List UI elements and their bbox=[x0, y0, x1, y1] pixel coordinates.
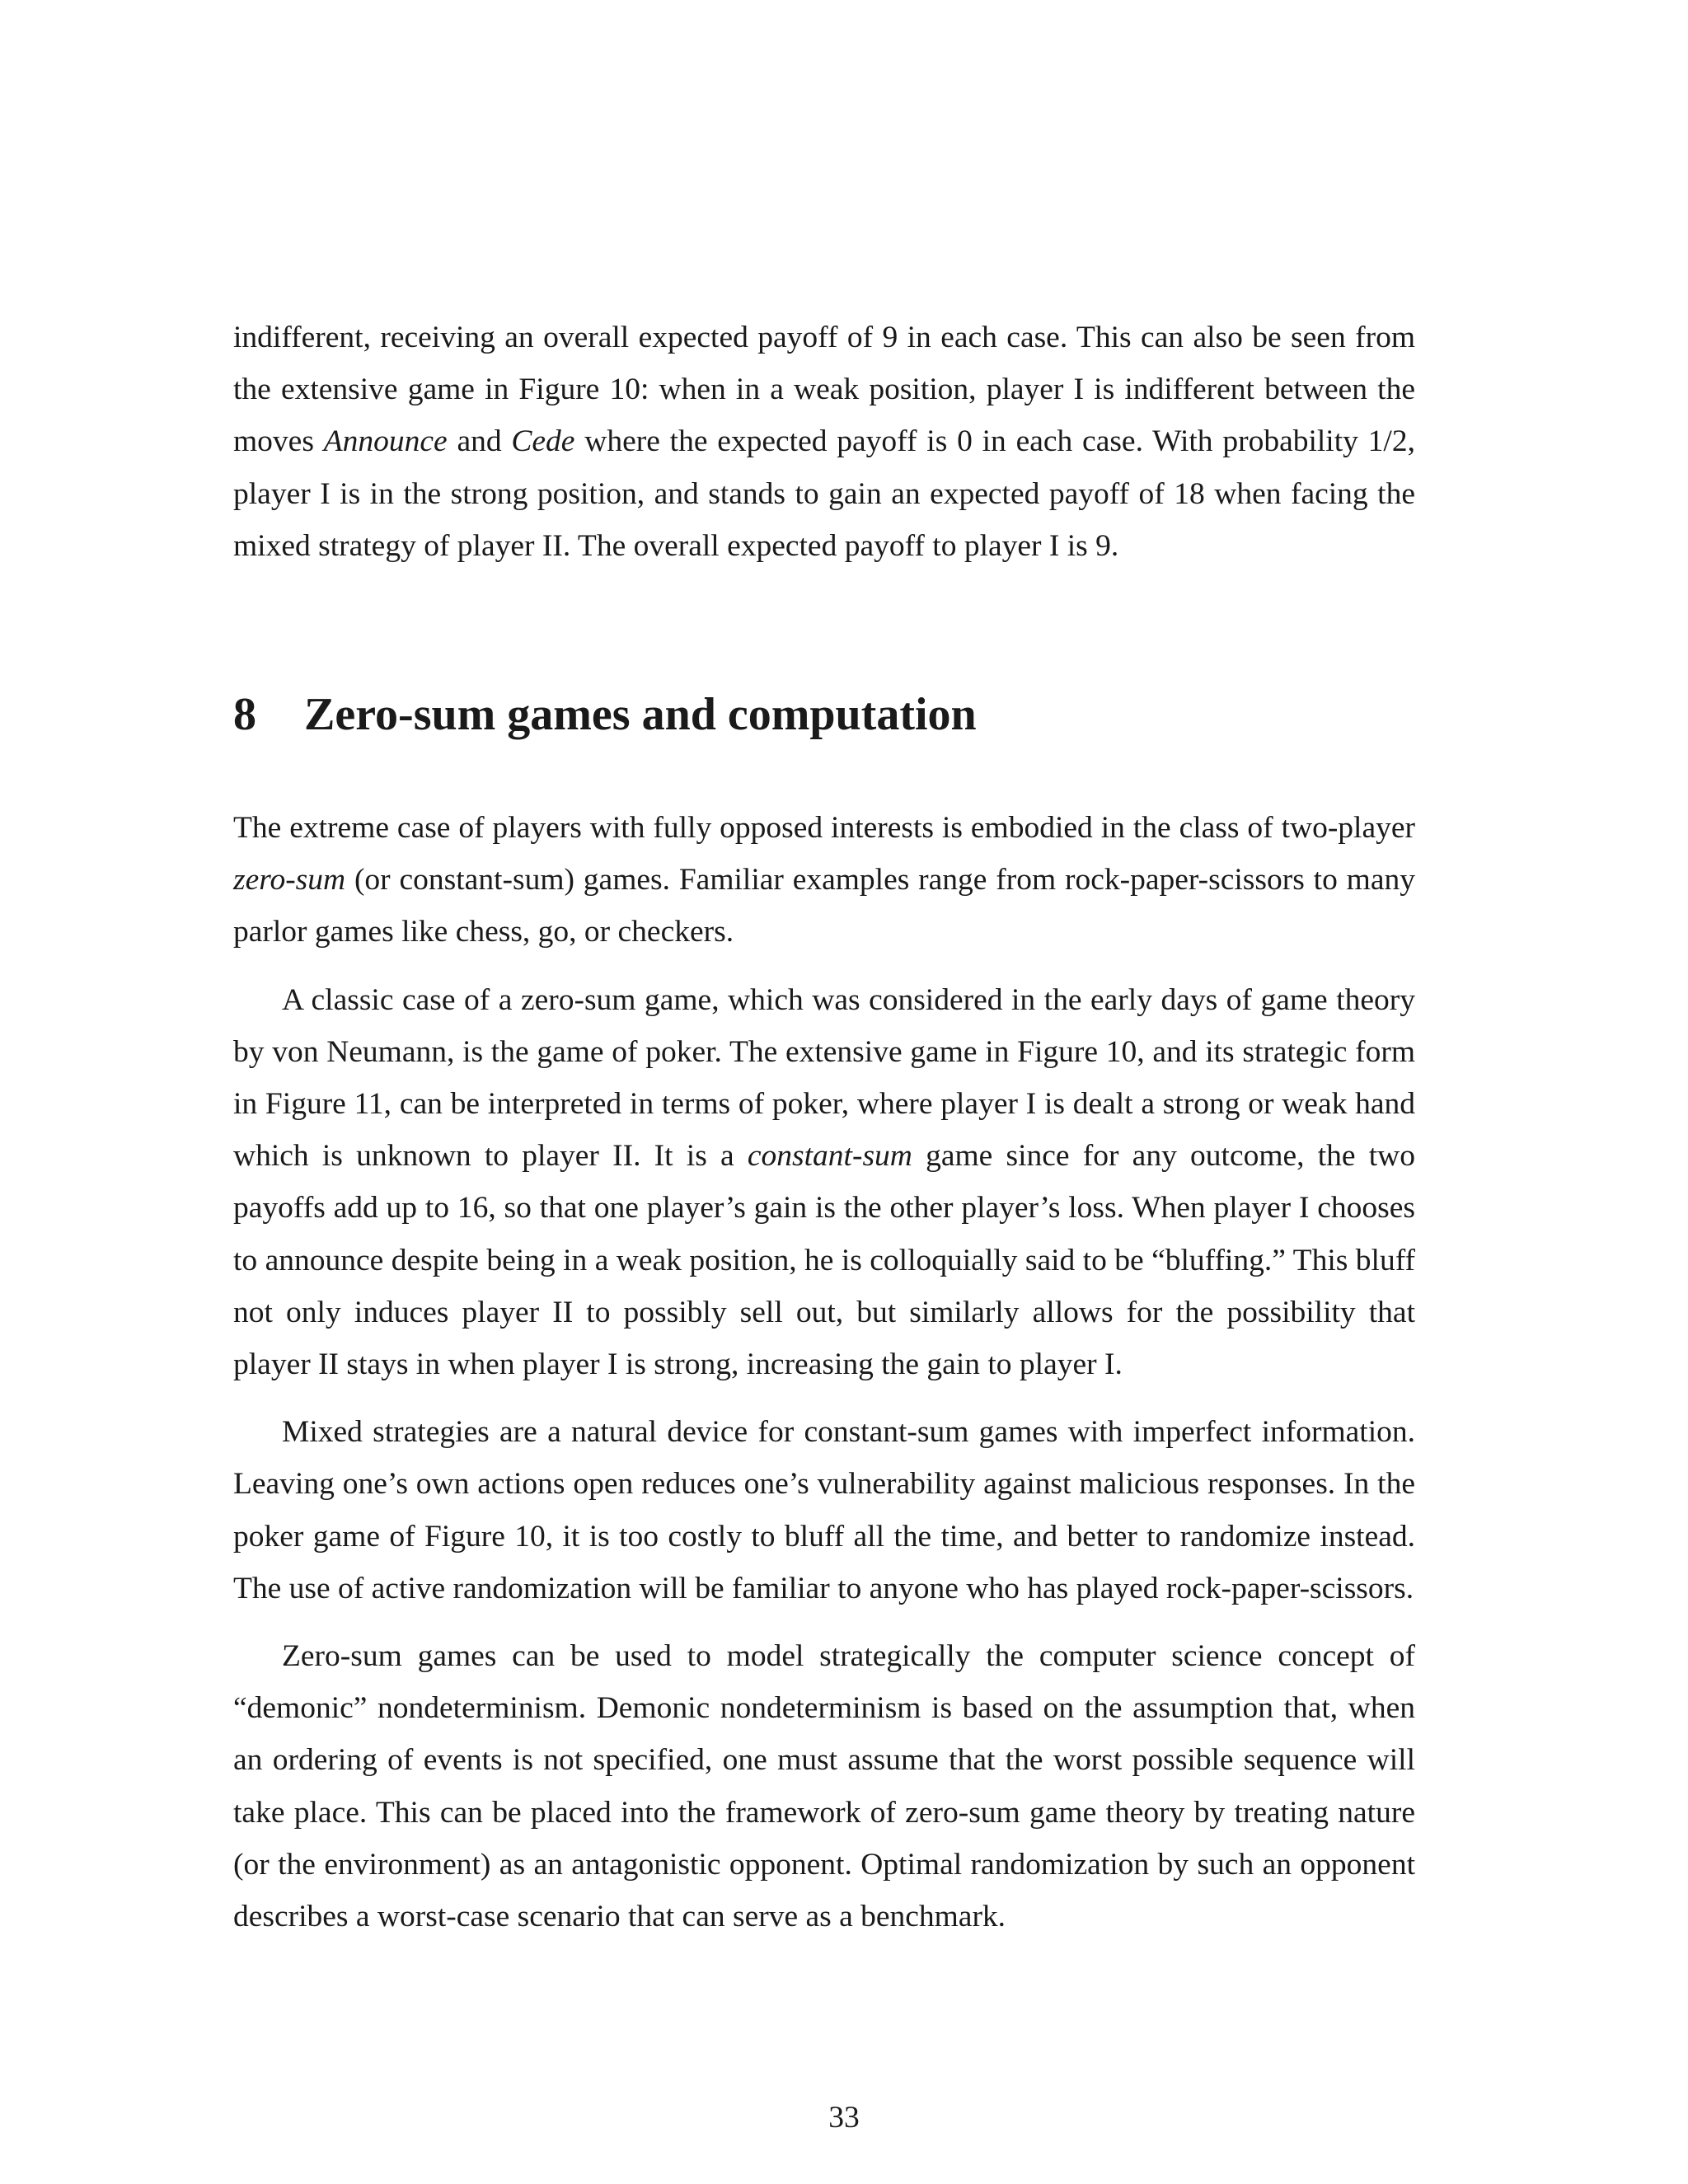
paragraph-nondeterminism: Zero-sum games can be used to model strategically the computer science concept of “demonic” nondeterminism. Demonic nondeterminism is based on the assumption that, when an ordering of events is not specified, one must assume that the worst possible sequence will take place. This can be placed into the framework of zero-sum game theory by treating nature (or the environment) as an antagonistic opponent. Optimal randomization by such an opponent describes a worst-case scenario that can serve as a benchmark. bbox=[233, 1639, 1415, 1934]
emphasis-constant-sum: constant-sum bbox=[747, 1139, 912, 1174]
emphasis-announce: Announce bbox=[323, 424, 448, 459]
paragraph-text: where the expected payoff is 0 in each case. With probability 1/2, player I is in the strong position, and stands to gain an expected payoff of 18 when facing the mixed strategy of player II. The overall expected payoff to player I is 9. bbox=[233, 424, 1415, 563]
section-title: Zero-sum games and computation bbox=[304, 689, 977, 740]
carryover-paragraph bbox=[233, 312, 1415, 572]
paragraph-text: (or constant-sum) games. Familiar examples range from rock-paper-scissors to many parlor games like chess, go, or checkers. bbox=[233, 863, 1415, 949]
emphasis-zero-sum: zero-sum bbox=[233, 863, 346, 898]
paragraph-text: A classic case of a zero-sum game, which was considered in the early days of game theory by von Neumann, is the game of poker. The extensive game in Figure 10, and its strategic form in Figure 11, can be interpreted in terms of poker, where player I is dealt a strong or weak hand which is unknown to player II. It is a bbox=[233, 982, 1415, 1174]
paragraph-text: game since for any outcome, the two payoffs add up to 16, so that one player’s gain is the other player’s loss. When player I chooses to announce despite being in a weak position, he is colloquially said to be “bluffing.” This bluff not only induces player II to possibly sell out, but similarly allows for the possibility that player II stays in when player I is strong, increasing the gain to player I. bbox=[233, 1139, 1416, 1382]
page-number: 33 bbox=[828, 2101, 860, 2135]
section-body bbox=[233, 802, 1415, 1943]
paragraph bbox=[233, 312, 1415, 572]
emphasis-cede: Cede bbox=[511, 424, 575, 459]
paragraph-mixed-strategies: Mixed strategies are a natural device for constant-sum games with imperfect information. Leaving one’s own actions open reduces one’s vulnerability against malicious responses. In the poker game of Figure 10, it is too costly to bluff all the time, and better to randomize instead. The use of active randomization will be familiar to anyone who has played rock-paper-scissors. bbox=[233, 1415, 1415, 1605]
paragraph-text: The extreme case of players with fully opposed interests is embodied in the class of two-player bbox=[233, 811, 1415, 845]
paragraph-text: indifferent, receiving an overall expected payoff of 9 in each case. This can also be seen from the extensive game in Figure 10: when in a weak position, player I is indifferent between the moves bbox=[233, 321, 1415, 459]
section-heading bbox=[233, 686, 977, 743]
paragraph-intro bbox=[233, 802, 1415, 958]
paragraph-text: and bbox=[447, 424, 512, 459]
paragraph-poker bbox=[233, 974, 1415, 1391]
section-number: 8 bbox=[233, 689, 256, 740]
